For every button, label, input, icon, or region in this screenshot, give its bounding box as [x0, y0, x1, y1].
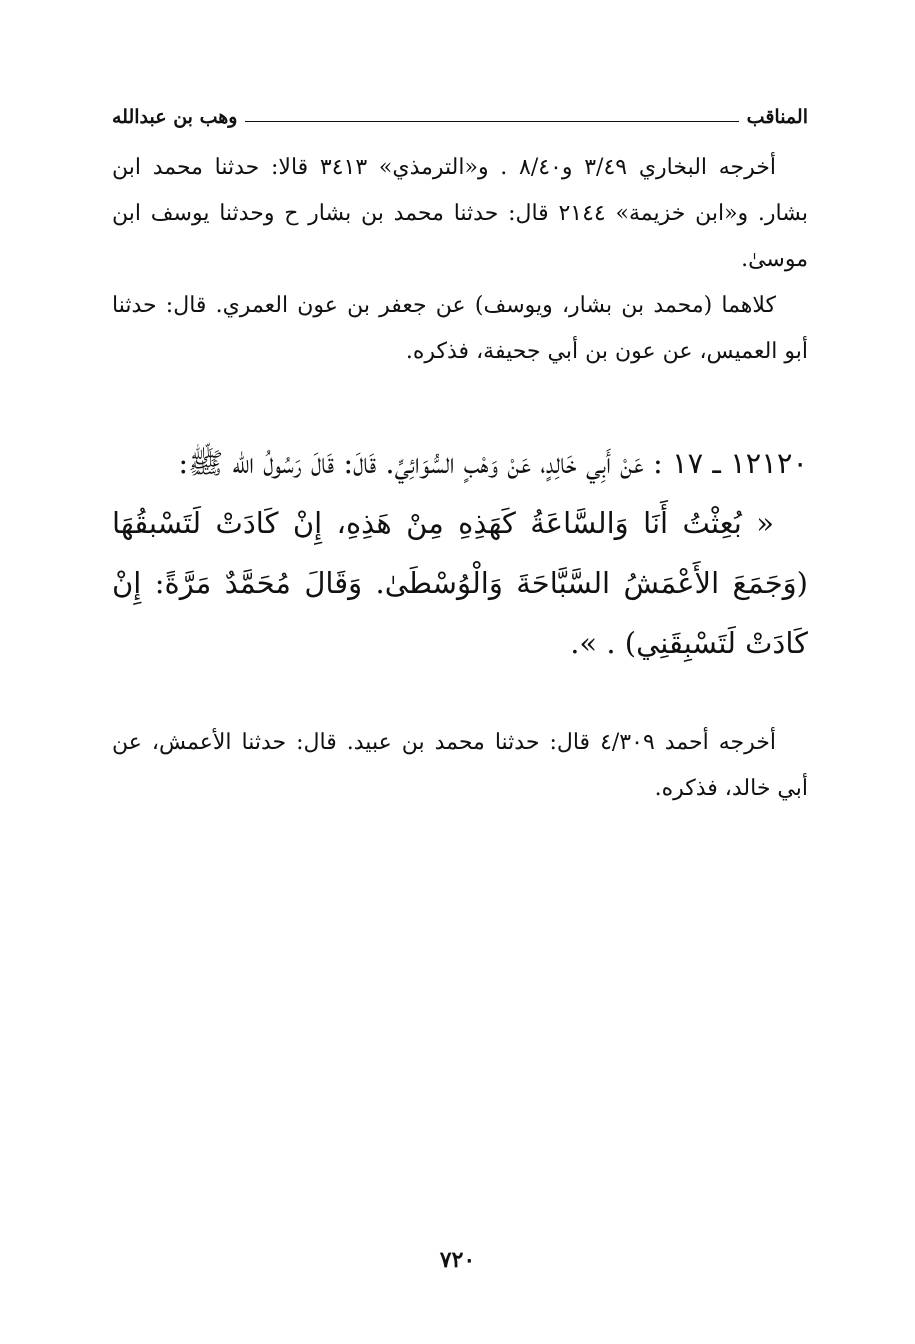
header-narrator-name: وهب بن عبدالله	[112, 106, 238, 128]
page-number: ٧٢٠	[439, 1247, 476, 1273]
hadith-matn: « بُعِثْتُ أَنَا وَالسَّاعَةُ كَهَذِهِ مِنْ هَذِهِ، إِنْ كَادَتْ لَتَسْبقُهَا (وَجَمَعَ الأَعْمَشُ السَّبَّاحَةَ وَالْوُسْطَىٰ. وَقَالَ مُحَمَّدٌ مَرَّةً: إِنْ كَادَتْ لَتَسْبِقَنِي) . ».	[112, 506, 808, 660]
header-rule	[245, 121, 738, 122]
running-header	[112, 100, 808, 134]
takhrij-top	[112, 145, 808, 375]
takhrij-bottom	[112, 720, 808, 812]
takhrij-paragraph: أخرجه أحمد ٤/٣٠٩ قال: حدثنا محمد بن عبيد. قال: حدثنا الأعمش، عن أبي خالد، فذكره.	[112, 730, 808, 801]
hadith-block	[112, 433, 808, 673]
header-chapter-title: المناقب	[746, 106, 808, 128]
takhrij-paragraph: كلاهما (محمد بن بشار، ويوسف) عن جعفر بن عون العمري. قال: حدثنا أبو العميس، عن عون بن أبي جحيفة، فذكره.	[112, 293, 808, 364]
hadith-isnad: ١٢١٢٠ ـ ١٧ : عَنْ أَبِي خَالِدٍ، عَنْ وَهْبٍ السُّوَائِيِّ. قَالَ: قَالَ رَسُولُ الله ﷺ:	[178, 446, 808, 480]
takhrij-paragraph: أخرجه البخاري ٣/٤٩ و٨/٤٠ . و«الترمذي» ٣٤١٣ قالا: حدثنا محمد ابن بشار. و«ابن خزيمة» ٢١٤٤ قال: حدثنا محمد بن بشار ح وحدثنا يوسف ابن موسىٰ.	[112, 155, 808, 272]
